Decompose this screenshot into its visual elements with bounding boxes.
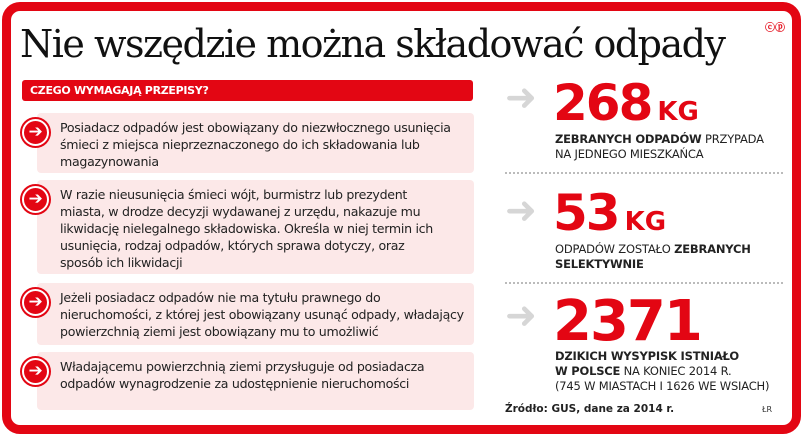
arrow-right-icon: ➜ (505, 75, 537, 119)
section-header: CZEGO WYMAGAJĄ PRZEPISY? (22, 80, 473, 101)
list-item (28, 352, 474, 410)
author-initials: ŁR (762, 405, 773, 414)
source-note: Źródło: GUS, dane za 2014 r. (505, 403, 675, 415)
stat-value: 268 KG (553, 74, 699, 132)
stat-value: 2371 (553, 289, 701, 354)
stat-value: 53 KG (553, 184, 667, 242)
page-title: Nie wszędzie można składować odpady (20, 22, 725, 66)
arrow-right-icon: ➔ (22, 186, 49, 213)
list-item (28, 283, 474, 345)
arrow-right-icon: ➜ (505, 293, 537, 337)
divider (505, 172, 783, 174)
item-text: Posiadacz odpadów jest obowiązany do niezwłocznego usunięcia śmieci z miejsca nieprzeznaczonego do ich składowania lub magazynowania (60, 120, 451, 169)
arrow-right-icon: ➜ (505, 188, 537, 232)
list-item (28, 113, 474, 173)
divider (505, 282, 783, 284)
arrow-right-icon: ➔ (22, 289, 49, 316)
stat-caption: ODPADÓW ZOSTAŁO ZEBRANYCH SELEKTYWNIE (555, 242, 751, 271)
item-text: W razie nieusunięcia śmieci wójt, burmistrz lub prezydent miasta, w drodze decyzji wydawanej z urzędu, nakazuje mu likwidację nielegalnego składowiska. Określa w niej termin ich usunięcia, rodzaj odpadów, których sprawa dotyczy, oraz sposób ich likwidacji (60, 187, 433, 270)
arrow-right-icon: ➔ (22, 358, 49, 385)
arrow-right-icon: ➔ (22, 119, 49, 146)
stat-caption: DZIKICH WYSYPISK ISTNIAŁO W POLSCE NA KONIEC 2014 R. (745 W MIASTACH I 1626 WE WSIACH) (555, 349, 770, 393)
brand-logo: ⓒⓟ (765, 23, 785, 34)
stat-caption: ZEBRANYCH ODPADÓW PRZYPADA NA JEDNEGO MIESZKAŃCA (555, 132, 764, 161)
item-text: Władającemu powierzchnią ziemi przysługuje od posiadacza odpadów wynagrodzenie za udostępnienie nieruchomości (60, 359, 425, 391)
item-text: Jeżeli posiadacz odpadów nie ma tytułu prawnego do nieruchomości, z której jest obowiązany usunąć odpady, władający powierzchnią ziemi jest obowiązany mu to umożliwić (60, 290, 464, 339)
list-item (28, 180, 474, 274)
